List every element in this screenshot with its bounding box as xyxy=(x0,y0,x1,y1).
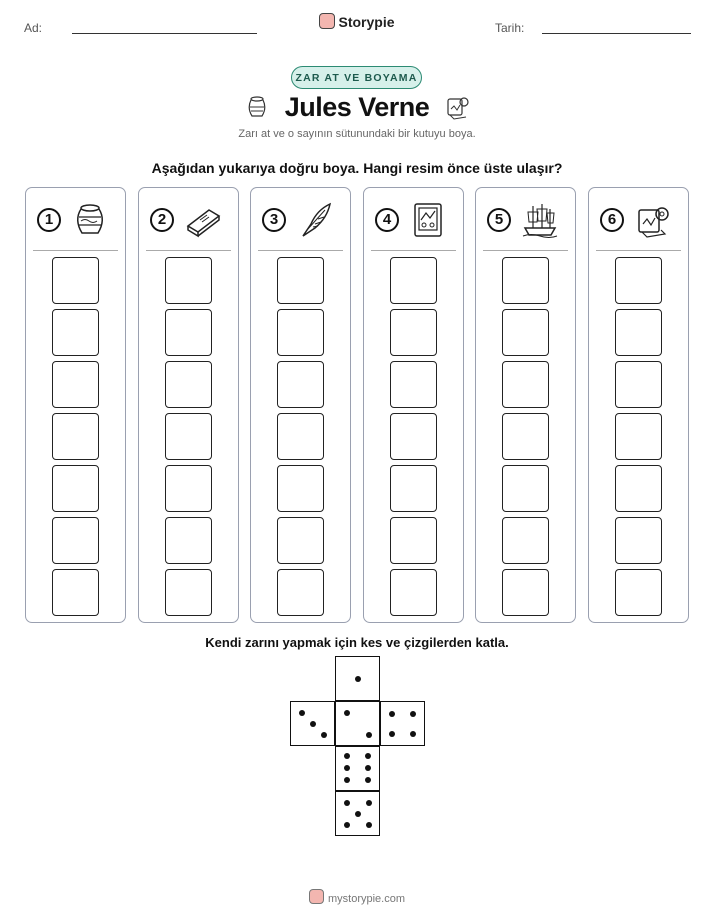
footer-site: mystorypie.com xyxy=(327,893,406,905)
pip xyxy=(310,721,316,727)
column-number: 2 xyxy=(150,208,174,232)
pip xyxy=(365,777,371,783)
pip xyxy=(366,800,372,806)
pip xyxy=(410,731,416,737)
pip xyxy=(389,711,395,717)
footer xyxy=(0,889,714,905)
dice-face-six xyxy=(335,746,380,791)
dice-face-three xyxy=(290,701,335,746)
pip xyxy=(321,732,327,738)
pip xyxy=(344,777,350,783)
column-number: 5 xyxy=(487,208,511,232)
pip xyxy=(366,822,372,828)
dice-face-four xyxy=(380,701,425,746)
pip xyxy=(344,753,350,759)
pip xyxy=(355,676,361,682)
pip xyxy=(344,710,350,716)
date-label: Tarih: xyxy=(495,21,525,35)
pip xyxy=(344,765,350,771)
column-number: 3 xyxy=(262,208,286,232)
page-title: Jules Verne xyxy=(284,92,430,122)
game-instruction: Aşağıdan yukarıya doğru boya. Hangi resim önce üste ulaşır? xyxy=(151,160,563,176)
storypie-logo-icon xyxy=(309,889,324,904)
name-label: Ad: xyxy=(24,21,43,35)
pip xyxy=(344,822,350,828)
dice-face-one xyxy=(335,656,380,701)
column-number: 4 xyxy=(375,208,399,232)
pip xyxy=(365,765,371,771)
dice-instruction: Kendi zarını yapmak için kes ve çizgilerden katla. xyxy=(205,635,509,650)
dice-face-two xyxy=(335,701,380,746)
pip xyxy=(355,811,361,817)
pip xyxy=(365,753,371,759)
pip xyxy=(299,710,305,716)
pip xyxy=(389,731,395,737)
page-subtitle: Zarı at ve o sayının sütunundaki bir kutuyu boya. xyxy=(238,128,476,140)
pip xyxy=(344,800,350,806)
pip xyxy=(410,711,416,717)
column-number: 1 xyxy=(37,208,61,232)
column-number: 6 xyxy=(600,208,624,232)
pip xyxy=(366,732,372,738)
activity-badge: ZAR AT VE BOYAMA xyxy=(291,66,422,89)
brand-name: Storypie xyxy=(338,14,395,30)
dice-face-five xyxy=(335,791,380,836)
